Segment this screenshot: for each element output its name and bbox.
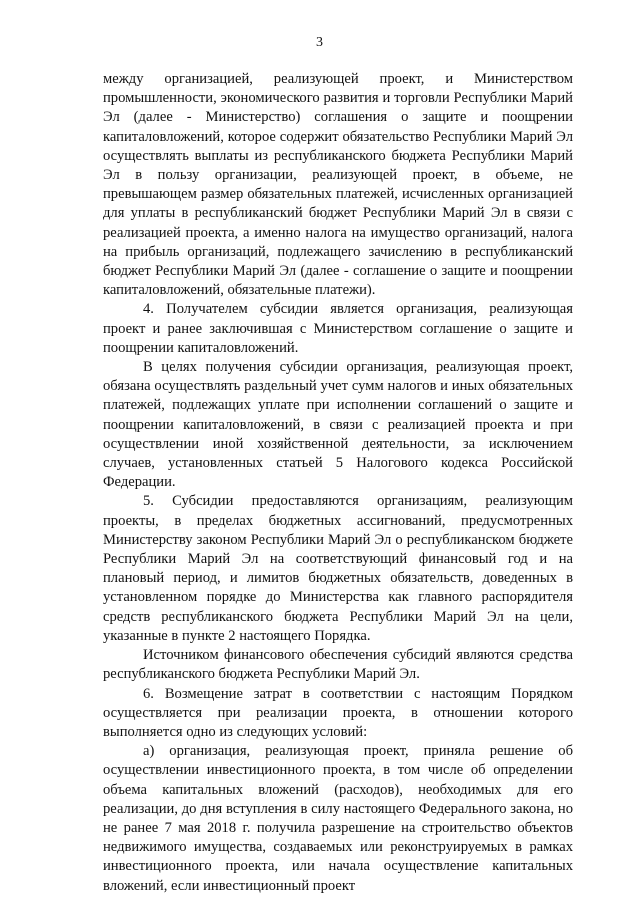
- paragraph-separate-accounting: В целях получения субсидии организация, реализующая проект, обязана осуществлять раздельный учет сумм налогов и иных обязательных платежей, подлежащих уплате при исполнении соглашений о защите и поощрении капиталовложений, в связи с реализацией проекта и при осуществлении иной хозяйственной деятельности, за исключением случаев, установленных статьей 5 Налогового кодекса Российской Федерации.: [103, 359, 573, 491]
- paragraph-subitem-a: а) организация, реализующая проект, приняла решение об осуществлении инвестиционного проекта, в том числе об определении объема капитальных вложений (расходов), необходимых для его реализации, до дня вступления в силу настоящего Федерального закона, но не ранее 7 мая 2018 г. получила разрешение на строительство объектов недвижимого имущества, создаваемых или реконструируемых в рамках инвестиционного проекта, или начала осуществление капитальных вложений, если инвестиционный проект: [103, 743, 573, 894]
- paragraph-agreement-continuation: между организацией, реализующей проект, и Министерством промышленности, экономического развития и торговли Республики Марий Эл (далее - Министерство) соглашения о защите и поощрении капиталовложений, которое содержит обязательство Республики Марий Эл осуществлять выплаты из республиканского бюджета Республики Марий Эл в пользу организации, реализующей проект, в объеме, не превышающем размер обязательных платежей, исчисленных организацией для уплаты в республиканский бюджет Республики Марий Эл в связи с реализацией проекта, а именно налога на имущество организаций, налога на прибыль организаций, подлежащего зачислению в республиканский бюджет Республики Марий Эл (далее - соглашение о защите и поощрении капиталовложений, обязательные платежи).: [103, 71, 573, 299]
- paragraph-item-4-recipient: 4. Получателем субсидии является организация, реализующая проект и ранее заключившая с Министерством соглашение о защите и поощрении капиталовложений.: [103, 301, 573, 356]
- paragraph-item-6-conditions: 6. Возмещение затрат в соответствии с настоящим Порядком осуществляется при реализации проекта, в отношении которого выполняется одно из следующих условий:: [103, 685, 573, 740]
- paragraph-item-5-subsidies: 5. Субсидии предоставляются организациям, реализующим проекты, в пределах бюджетных ассигнований, предусмотренных Министерству законом Республики Марий Эл о республиканском бюджете Республики Марий Эл на соответствующий финансовый год и на плановый период, и лимитов бюджетных обязательств, доведенных в установленном порядке до Министерства как главного распорядителя средств республиканского бюджета Республики Марий Эл на цели, указанные в пункте 2 настоящего Порядка.: [103, 493, 573, 644]
- document-body: [103, 70, 573, 896]
- page-number: 3: [316, 35, 323, 50]
- paragraph-funding-source: Источником финансового обеспечения субсидий являются средства республиканского бюджета Республики Марий Эл.: [103, 647, 573, 683]
